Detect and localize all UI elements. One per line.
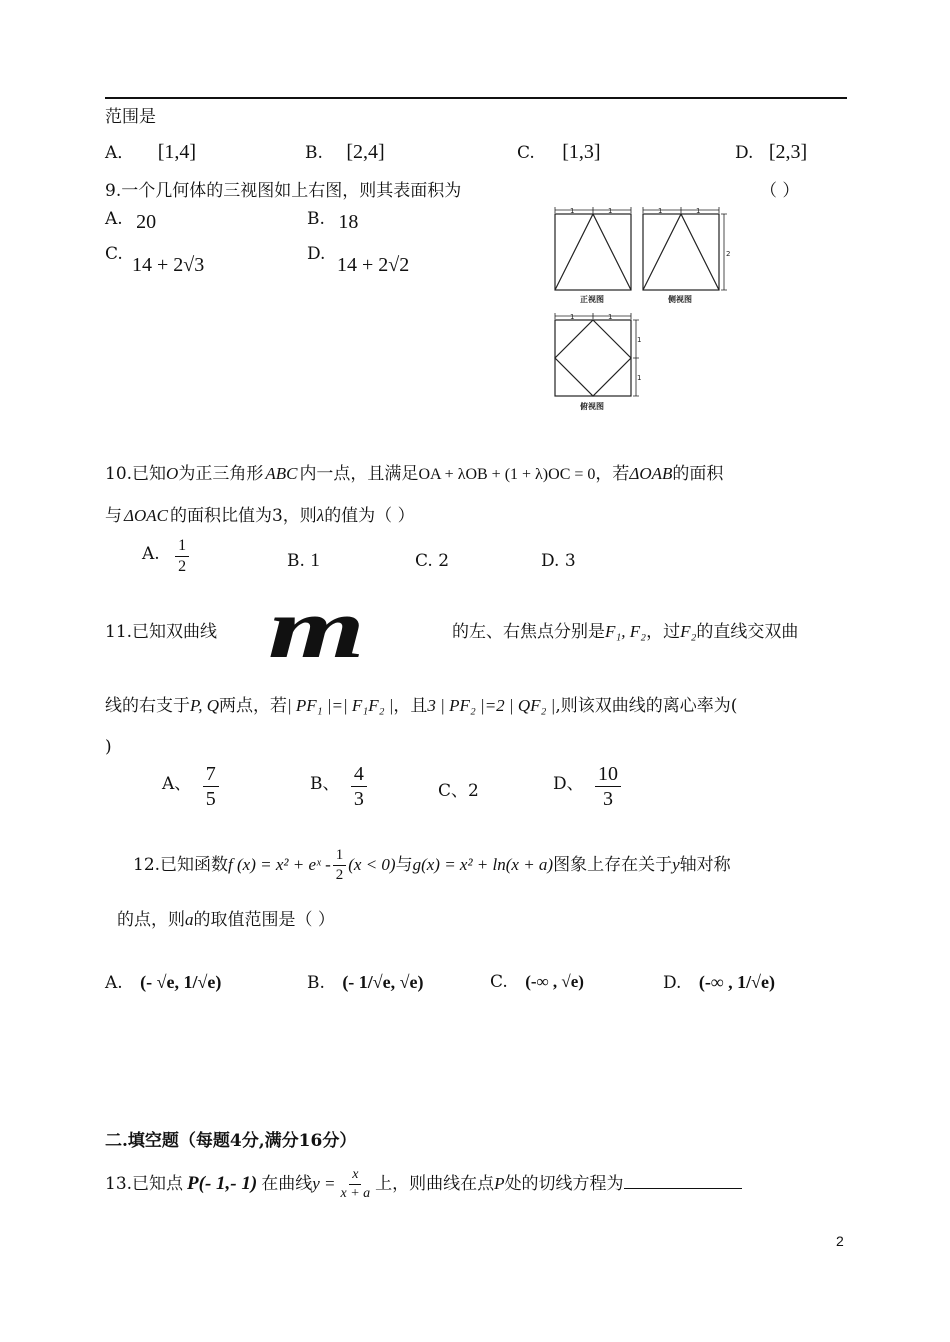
q9-option-a: A. 20 bbox=[105, 209, 157, 233]
section-heading: 二.填空题（每题4分,满分16分） bbox=[105, 1131, 357, 1151]
q9-option-c: C. bbox=[105, 244, 123, 264]
q12-option-d: D. (-∞ , 1/√e) bbox=[663, 972, 776, 993]
side-view-label: 侧视图 bbox=[668, 295, 692, 304]
dim-label-9: 1 bbox=[637, 374, 642, 382]
q10-line1: 10.已知O为正三角形 ABC 内一点，且满足OA + λOB + (1 + λ)OC = 0，若ΔOAB的面积 bbox=[105, 464, 724, 484]
dim-label-8: 1 bbox=[637, 336, 642, 344]
dim-label-7: 2 bbox=[726, 250, 731, 258]
q12-option-c: C. (-∞ , √e) bbox=[490, 972, 584, 992]
side-view-triangle bbox=[643, 214, 719, 290]
q10-line2: 与 ΔOAC 的面积比值为3，则λ的值为（ ） bbox=[105, 506, 415, 526]
hyperbola-equation-glyph: m bbox=[268, 580, 360, 676]
q9-option-d-value: 14 + 2√2 bbox=[337, 254, 410, 276]
page-number: 2 bbox=[836, 1233, 844, 1249]
q8-tail: 范围是 bbox=[105, 107, 156, 127]
q12-option-a: A. (- √e, 1/√e) bbox=[105, 972, 222, 993]
q11-option-a: A、 $\frac{7}{5}$ bbox=[162, 764, 219, 809]
q9-stem: 9.一个几何体的三视图如上右图，则其表面积为 bbox=[105, 181, 462, 201]
dim-label-5: 1 bbox=[570, 313, 575, 321]
q8-option-d: D. [2,3] bbox=[735, 141, 808, 163]
q11-line2: 线的右支于P, Q两点，若| PF₁ |=| F₁F₂ |，且3 | PF₂ |=2 | QF₂ |,则该双曲线的离心率为( bbox=[105, 696, 738, 716]
answer-blank[interactable] bbox=[624, 1172, 742, 1189]
q10-option-b: B. 1 bbox=[287, 550, 320, 571]
q11-option-d: D、 $\frac{10}{3}$ bbox=[553, 764, 621, 809]
q11-stem-b: 的左、右焦点分别是F₁, F₂，过F₂的直线交双曲 bbox=[452, 622, 799, 642]
q8-option-b: B. [2,4] bbox=[305, 141, 385, 163]
q8-option-a: A． [1,4] bbox=[105, 141, 197, 163]
q9-option-c-value: 14 + 2√3 bbox=[132, 254, 205, 276]
q10-option-a: A. $\frac{1}{2}$ bbox=[142, 538, 189, 575]
q12-line1: 12.已知函数f (x) = x² + eˣ - $\frac{1}{2}$ (x < 0)与g(x) = x² + ln(x + a)图象上存在关于y轴对称 bbox=[133, 847, 731, 883]
q11-stem-a: 11.已知双曲线 bbox=[105, 622, 218, 642]
top-view-label: 俯视图 bbox=[580, 402, 604, 411]
q11-option-b: B、 $\frac{4}{3}$ bbox=[310, 764, 367, 809]
dim-label-6: 1 bbox=[608, 313, 613, 321]
dim-label-3: 1 bbox=[658, 207, 663, 215]
q9-answer-paren: （ ） bbox=[760, 181, 800, 201]
top-rule bbox=[105, 97, 847, 99]
q12-option-b: B. (- 1/√e, √e) bbox=[307, 972, 424, 993]
front-view-square bbox=[555, 214, 631, 290]
top-view-diamond bbox=[555, 320, 631, 396]
q9-option-d: D. bbox=[307, 244, 326, 264]
side-view-square bbox=[643, 214, 719, 290]
top-view-square bbox=[555, 320, 631, 396]
q11-option-c: C、2 bbox=[438, 781, 479, 801]
q9-option-b: B. 18 bbox=[307, 209, 359, 233]
q10-option-c: C. 2 bbox=[415, 551, 450, 571]
q11-line3: ) bbox=[105, 737, 112, 757]
dim-label-2: 1 bbox=[608, 207, 613, 215]
q10-option-d: D. 3 bbox=[541, 551, 576, 571]
q8-option-c: C. [1,3] bbox=[517, 141, 601, 163]
q12-line2: 的点，则a的取值范围是（ ） bbox=[117, 910, 335, 930]
three-view-figure bbox=[548, 204, 733, 416]
dim-label-4: 1 bbox=[696, 207, 701, 215]
dim-label-1: 1 bbox=[570, 207, 575, 215]
q13-line: 13.已知点 P(- 1,- 1) 在曲线y = $\frac{x}{x + a}$ 上，则曲线在点P处的切线方程为 bbox=[105, 1168, 742, 1201]
q10-vector-equation: OA + λOB + (1 + λ)OC = 0 bbox=[418, 466, 596, 483]
front-view-label: 正视图 bbox=[580, 295, 604, 304]
front-view-triangle bbox=[555, 214, 631, 290]
